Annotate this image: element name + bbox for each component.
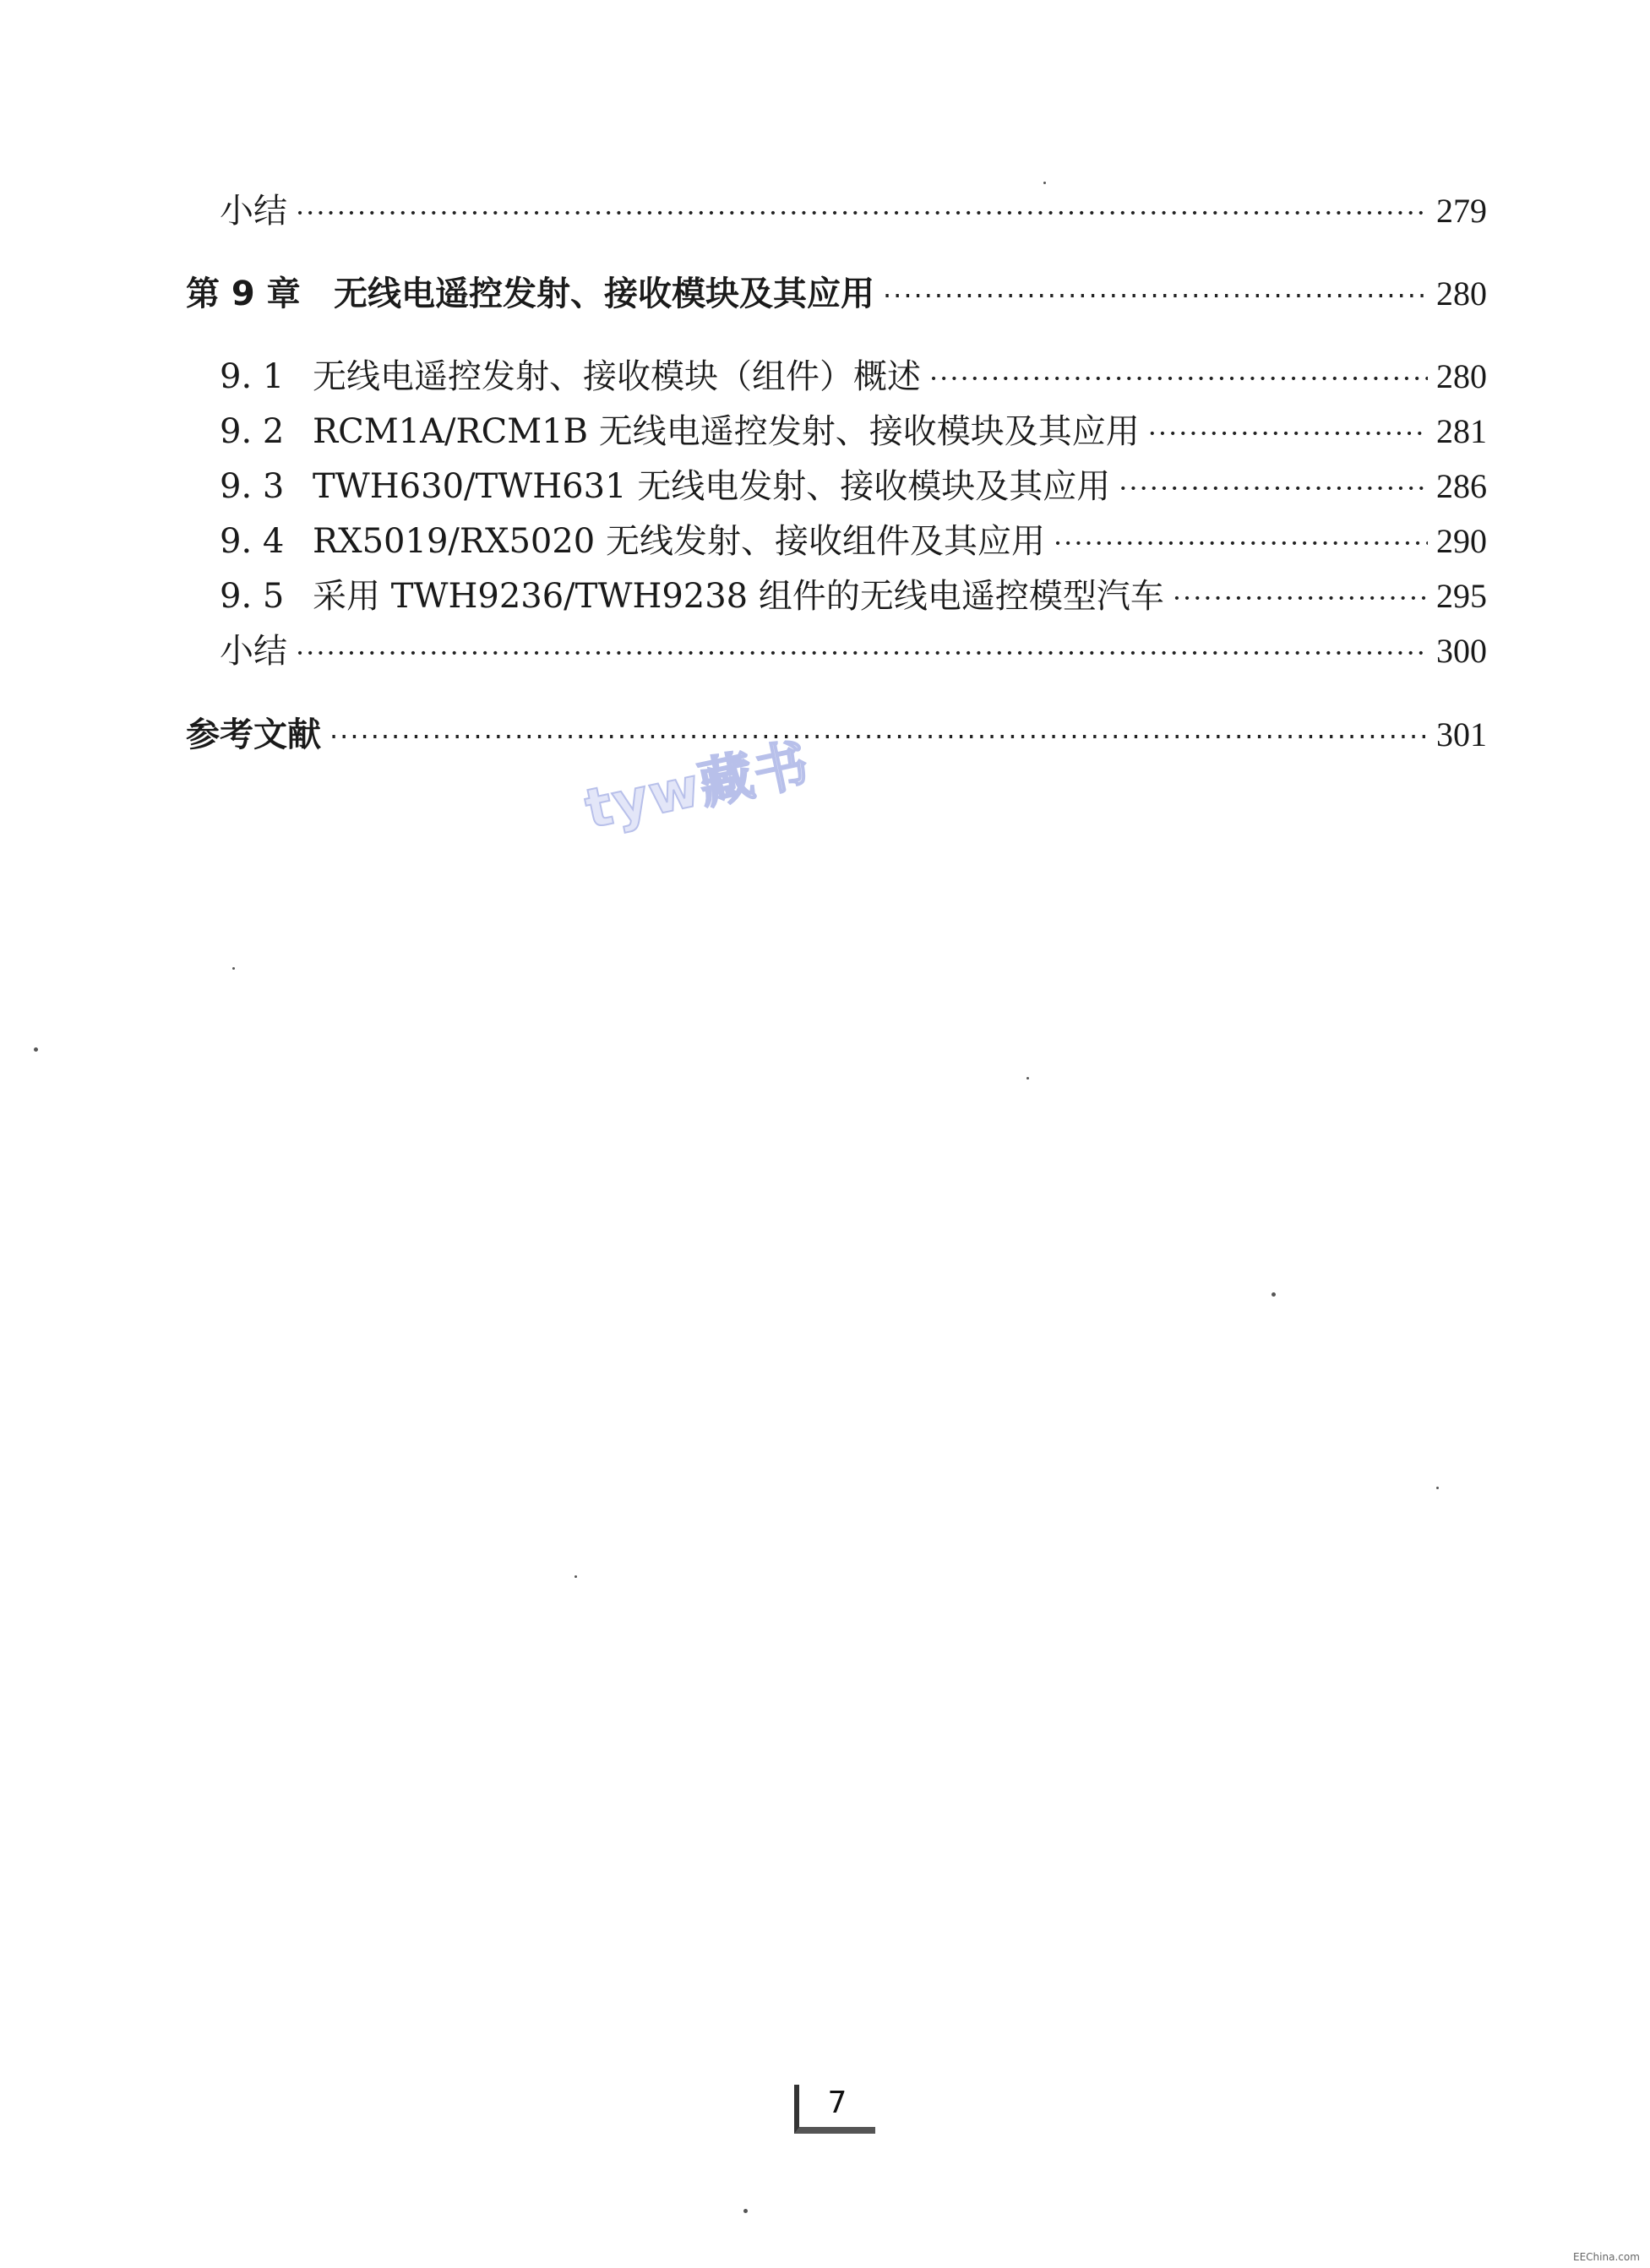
chapter-title: 无线电遥控发射、接收模块及其应用 (334, 275, 874, 313)
toc-entry-section[interactable] (220, 516, 1487, 568)
scan-speck (1436, 1487, 1439, 1489)
dot-leader (329, 711, 1428, 762)
toc-entry-page: 286 (1436, 467, 1487, 505)
scan-speck (743, 2209, 748, 2213)
section-number: 9. 1 (220, 357, 285, 396)
dot-leader (929, 353, 1428, 404)
toc-entry-references[interactable] (186, 710, 1487, 762)
section-title: 采用 TWH9236/TWH9238 组件的无线电遥控模型汽车 (313, 577, 1164, 616)
toc-entry-page: 279 (1436, 192, 1487, 230)
scan-speck (232, 967, 235, 970)
section-number: 9. 4 (220, 522, 285, 561)
dot-leader (296, 188, 1428, 238)
dot-leader (883, 270, 1428, 321)
dot-leader (1148, 408, 1428, 459)
toc-entry-page: 290 (1436, 522, 1487, 560)
scan-speck (34, 1047, 38, 1052)
toc-entry-page: 281 (1436, 412, 1487, 450)
toc-entry-title: 小结 (220, 632, 287, 671)
scan-speck (575, 1575, 577, 1578)
toc-entry-section[interactable] (220, 571, 1487, 623)
source-credit: EEChina.com (1573, 2251, 1640, 2263)
section-number: 9. 5 (220, 577, 285, 616)
section-title: RX5019/RX5020 无线发射、接收组件及其应用 (313, 522, 1045, 561)
toc-entry-page: 300 (1436, 632, 1487, 670)
toc-entry-chapter-9[interactable] (186, 269, 1487, 321)
toc-entry-page: 280 (1436, 357, 1487, 395)
section-title: 无线电遥控发射、接收模块（组件）概述 (313, 357, 921, 396)
toc-entry-summary-ch9[interactable] (220, 626, 1487, 678)
dot-leader (1173, 573, 1428, 623)
dot-leader (1054, 518, 1428, 568)
chapter-number: 第 9 章 (186, 275, 301, 313)
references-title: 参考文献 (186, 715, 321, 754)
dot-leader (296, 628, 1428, 678)
scan-speck (1272, 1292, 1276, 1297)
section-title: TWH630/TWH631 无线电发射、接收模块及其应用 (313, 467, 1111, 506)
toc-entry-section[interactable] (220, 461, 1487, 514)
section-title: RCM1A/RCM1B 无线电遥控发射、接收模块及其应用 (313, 412, 1140, 451)
scan-speck (1026, 1077, 1029, 1080)
page-number: 7 (794, 2085, 875, 2134)
toc-entry-section[interactable] (220, 406, 1487, 459)
toc-entry-section[interactable] (220, 351, 1487, 404)
toc-entry-page: 295 (1436, 577, 1487, 615)
section-number: 9. 3 (220, 467, 285, 506)
section-number: 9. 2 (220, 412, 285, 451)
dot-leader (1119, 463, 1428, 514)
scan-speck (1043, 182, 1046, 184)
watermark-stamp: tyw藏书 (580, 732, 816, 842)
toc-entry-page: 280 (1436, 275, 1487, 313)
toc-entry-page: 301 (1436, 715, 1487, 753)
toc-entry-title: 小结 (220, 192, 287, 231)
toc-entry-summary-ch8[interactable] (220, 186, 1487, 238)
